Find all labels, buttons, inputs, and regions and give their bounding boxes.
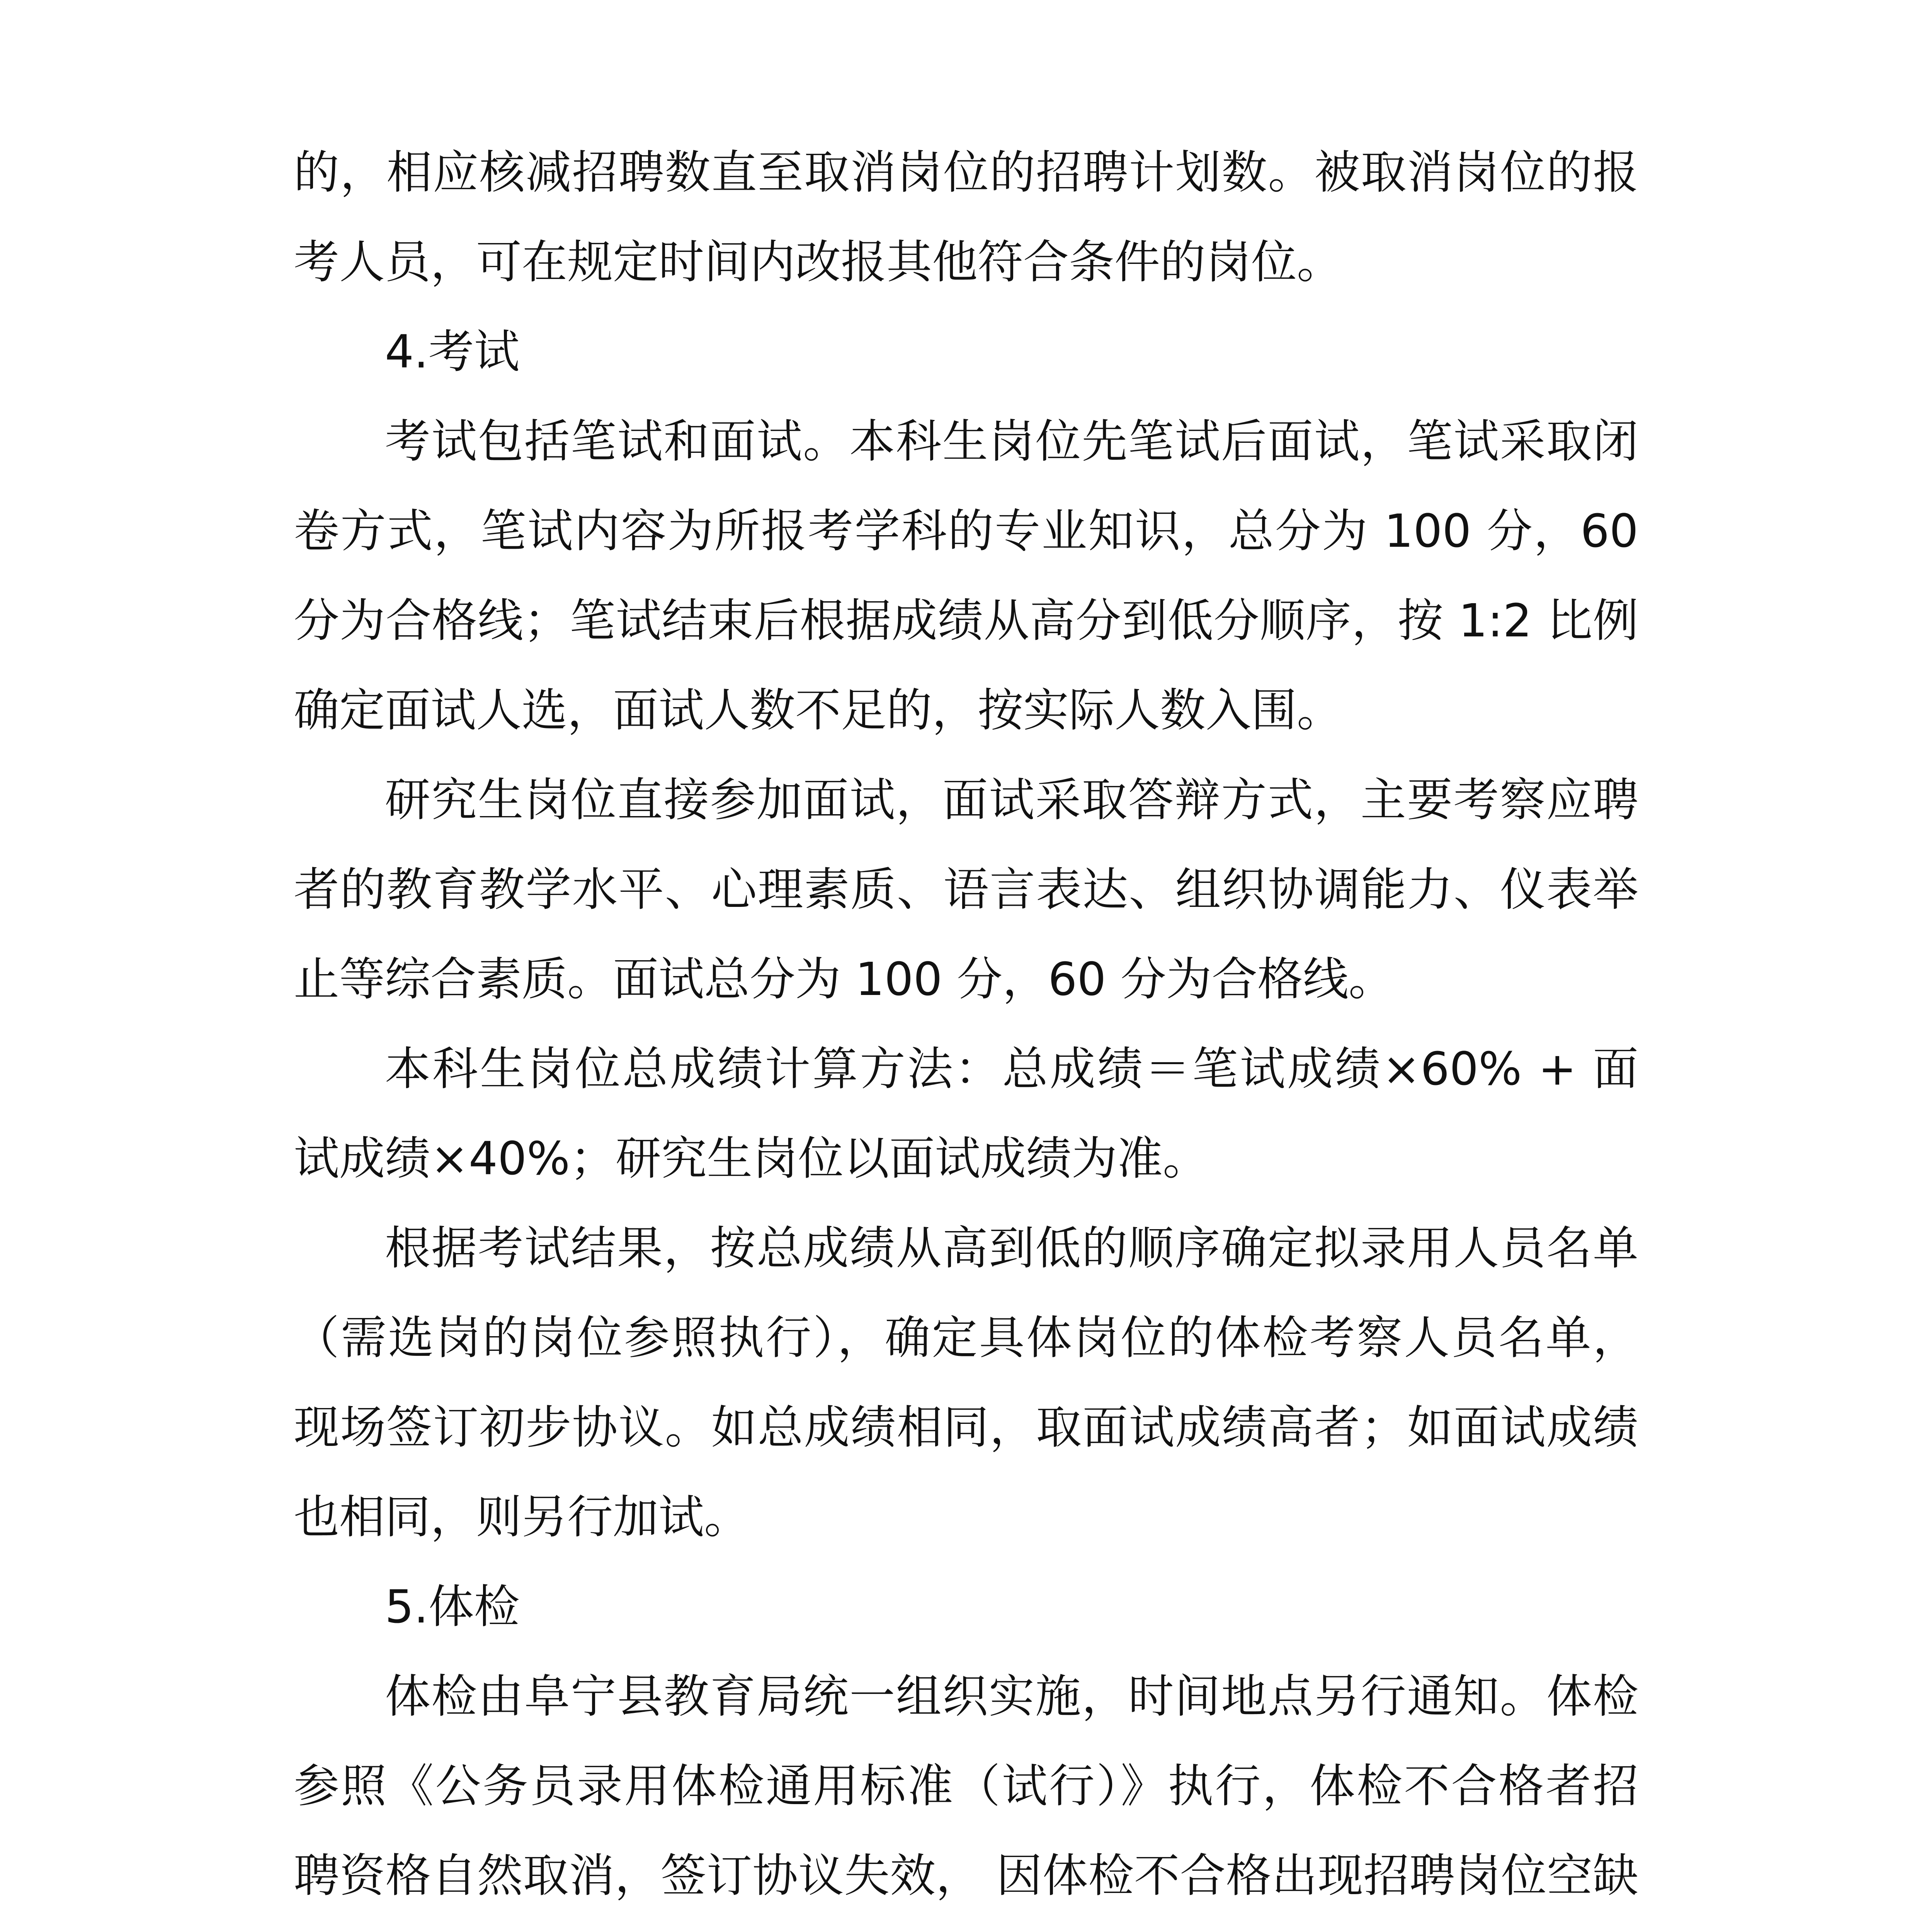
paragraph-ranking: 根据考试结果，按总成绩从高到低的顺序确定拟录用人员名单（需选岗的岗位参照执行），确定具体岗位的体检考察人员名单，现场签订初步协议。如总成绩相同，取面试成绩高者；如面试成绩也相同，则另行加试。 [294, 1221, 1638, 1544]
paragraph-score-formula: 本科生岗位总成绩计算方法：总成绩＝笔试成绩×60% + 面试成绩×40%；研究生岗位以面试成绩为准。 [294, 1042, 1638, 1185]
paragraph-medical: 体检由阜宁县教育局统一组织实施，时间地点另行通知。体检参照《公务员录用体检通用标准（试行）》执行，体检不合格者招聘资格自然取消，签订协议失效， 因体检不合格出现招聘岗位空缺 [294, 1670, 1638, 1902]
section-heading-medical: 5.体检 [385, 1580, 520, 1633]
paragraph-exam-format: 考试包括笔试和面试。本科生岗位先笔试后面试，笔试采取闭卷方式，笔试内容为所报考学科的专业知识，总分为 100 分，60 分为合格线；笔试结束后根据成绩从高分到低分顺序，按 1:2 比例确定面试人选，面试人数不足的，按实际人数入围。 [294, 415, 1638, 737]
document-body [294, 128, 1638, 1932]
paragraph-cancellation: 的，相应核减招聘数直至取消岗位的招聘计划数。被取消岗位的报考人员，可在规定时间内改报其他符合条件的岗位。 [294, 146, 1638, 289]
section-heading-exam: 4.考试 [385, 325, 520, 378]
paragraph-graduate-interview: 研究生岗位直接参加面试，面试采取答辩方式，主要考察应聘者的教育教学水平、心理素质、语言表达、组织协调能力、仪表举止等综合素质。面试总分为 100 分，60 分为合格线。 [294, 773, 1638, 1006]
